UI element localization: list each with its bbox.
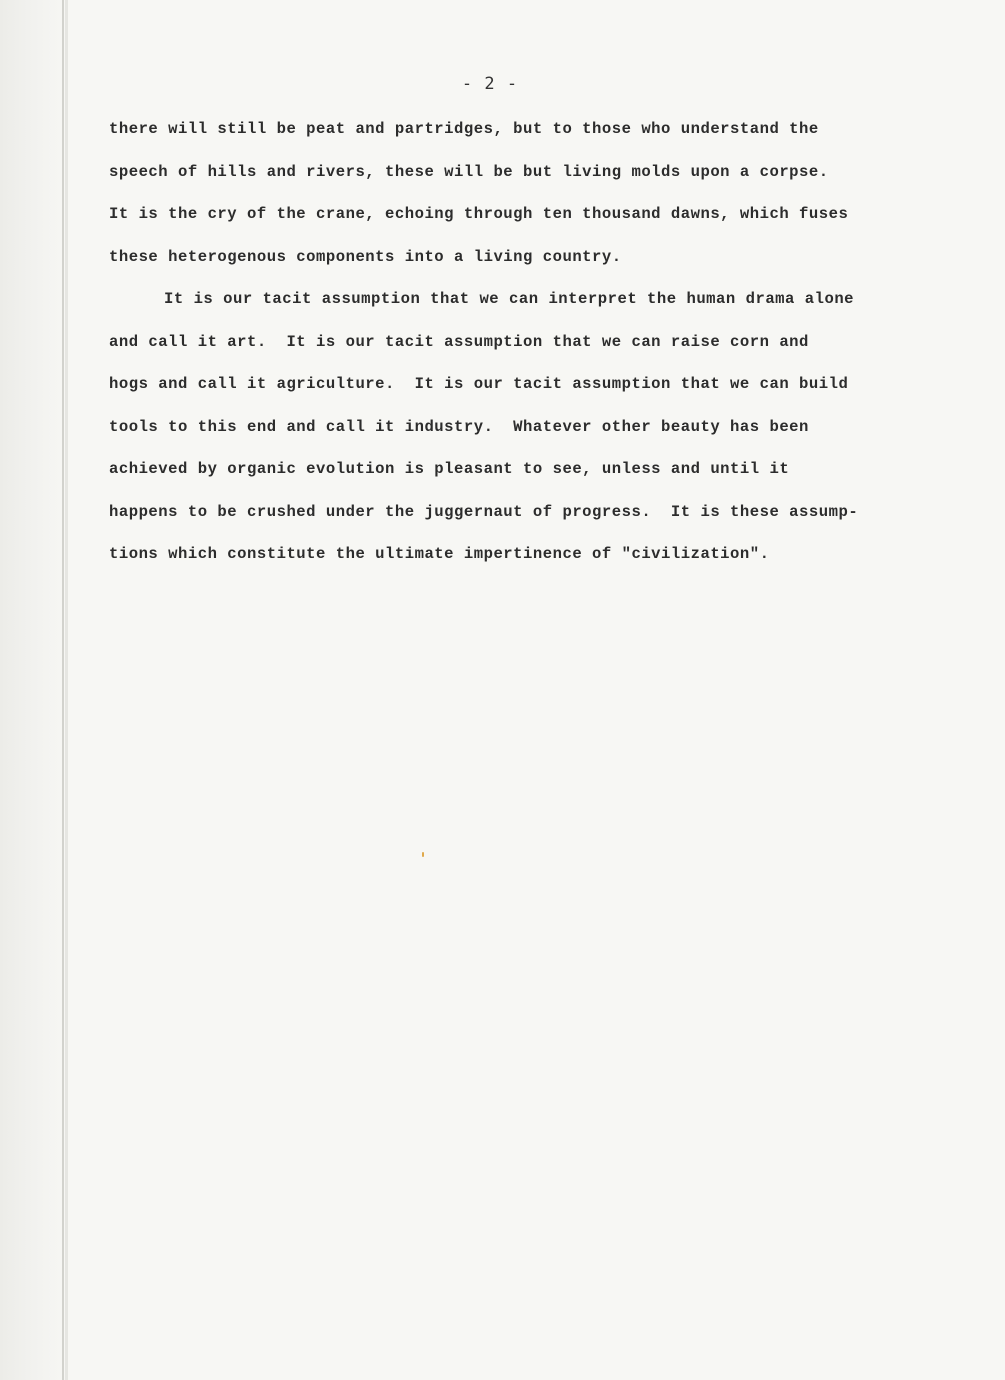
page-number: - 2 - xyxy=(461,74,519,94)
paper-speck xyxy=(422,852,424,857)
paragraph-2-line: tools to this end and call it industry. Whatever other beauty has been xyxy=(109,417,809,436)
paragraph-2-line: achieved by organic evolution is pleasant to see, unless and until it xyxy=(109,460,790,478)
paragraph-1-line: there will still be peat and partridges, but to those who understand the xyxy=(109,120,819,138)
paragraph-1-line: these heterogenous components into a living country. xyxy=(109,247,622,266)
paragraph-2-line: and call it art. It is our tacit assumption that we can raise corn and xyxy=(109,332,809,351)
typed-body-text xyxy=(109,115,929,583)
paragraph-2-line: hogs and call it agriculture. It is our tacit assumption that we can build xyxy=(109,375,849,393)
page-fold-line xyxy=(62,0,64,1380)
paragraph-2-line: tions which constitute the ultimate impertinence of "civilization". xyxy=(109,545,770,563)
paragraph-2-first-line: It is our tacit assumption that we can interpret the human drama alone xyxy=(164,290,855,308)
paragraph-2-line: happens to be crushed under the juggernaut of progress. It is these assump- xyxy=(109,502,859,521)
paragraph-1-line: speech of hills and rivers, these will be but living molds upon a corpse. xyxy=(109,162,829,181)
binding-shadow xyxy=(0,0,70,1380)
paragraph-1-line: It is the cry of the crane, echoing through ten thousand dawns, which fuses xyxy=(109,205,849,223)
page-fold-shadow xyxy=(65,0,68,1380)
